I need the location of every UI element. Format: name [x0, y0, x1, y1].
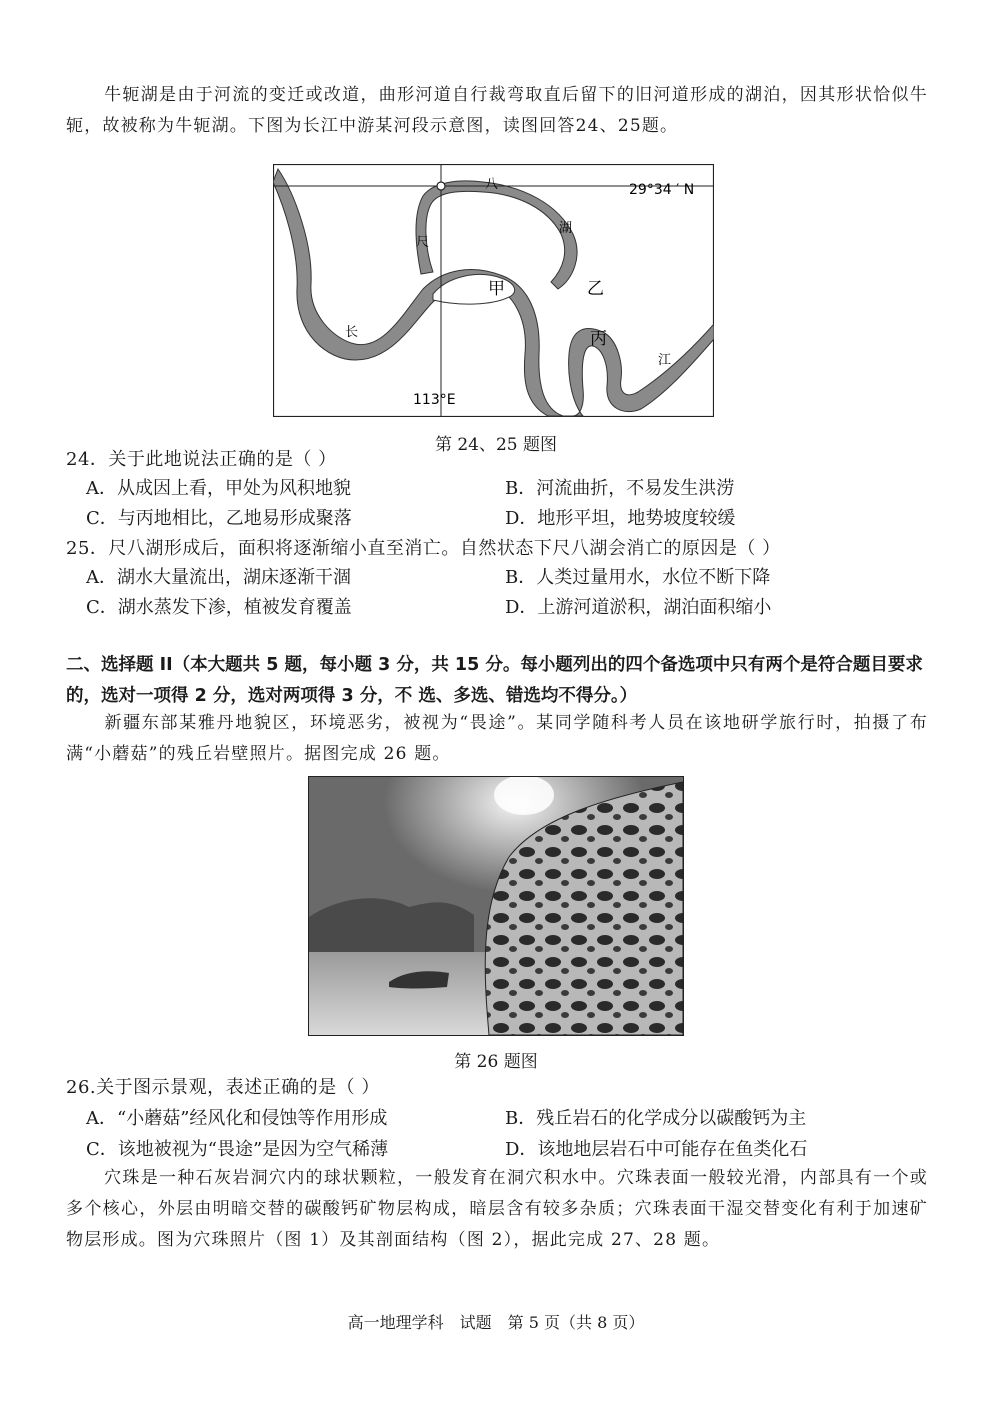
q26-option-b[interactable]: B．残丘岩石的化学成分以碳酸钙为主: [505, 1108, 807, 1129]
lake-char-chi: 尺: [416, 235, 430, 250]
yardang-photo: [308, 776, 684, 1036]
place-label-jia: 甲: [488, 279, 505, 299]
photo-caption: 第 26 题图: [454, 1052, 538, 1072]
q24-option-a[interactable]: A．从成因上看，甲处为风积地貌: [86, 478, 351, 499]
question-24-stem: 24．关于此地说法正确的是（ ）: [66, 449, 337, 470]
intro-paragraph-oxbow: 牛轭湖是由于河流的变迁或改道，曲形河道自行裁弯取直后留下的旧河道形成的湖泊，因其形状恰似牛轭，故被称为牛轭湖。下图为长江中游某河段示意图，读图回答24、25题。: [66, 85, 928, 136]
intro-paragraph-yardang: 新疆东部某雅丹地貌区，环境恶劣，被视为“畏途”。某同学随科考人员在该地研学旅行时，拍摄了布满“小蘑菇”的残丘岩壁照片。据图完成 26 题。: [66, 713, 928, 764]
question-25-stem: 25．尺八湖形成后，面积将逐渐缩小直至消亡。自然状态下尺八湖会消亡的原因是（ ）: [66, 538, 781, 559]
q26-option-c[interactable]: C．该地被视为“畏途”是因为空气稀薄: [86, 1139, 389, 1160]
lake-char-hu: 湖: [559, 221, 573, 236]
q26-option-a[interactable]: A．“小蘑菇”经风化和侵蚀等作用形成: [86, 1108, 388, 1129]
place-label-bing: 丙: [590, 329, 607, 349]
section-2-title: 二、选择题 II（本大题共 5 题，每小题 3 分，共 15 分。每小题列出的四个备选项中只有两个是符合题目要求的，选对一项得 2 分，选对两项得 3 分，不 选、多选、错选均不得分。）: [66, 655, 923, 706]
longitude-label: 113°E: [413, 392, 456, 408]
intro-paragraph-cave-pearl: 穴珠是一种石灰岩洞穴内的球状颗粒，一般发育在洞穴积水中。穴珠表面一般较光滑，内部具有一个或多个核心，外层由明暗交替的碳酸钙矿物层构成，暗层含有较多杂质；穴珠表面干湿交替变化有利于加速矿物层形成。图为穴珠照片（图 1）及其剖面结构（图 2），据此完成 27、28 题。: [66, 1168, 928, 1250]
place-label-yi: 乙: [587, 279, 604, 299]
river-char-jiang: 江: [658, 353, 672, 368]
latitude-label: 29°34 ′ N: [629, 182, 695, 198]
q26-option-d[interactable]: D．该地地层岩石中可能存在鱼类化石: [505, 1139, 808, 1160]
question-26-stem: 26.关于图示景观，表述正确的是（ ）: [66, 1077, 380, 1098]
q25-option-a[interactable]: A．湖水大量流出，湖床逐渐干涸: [86, 567, 351, 588]
page-footer: 高一地理学科 试题 第 5 页（共 8 页）: [347, 1313, 645, 1332]
yangtze-river-map: [273, 164, 714, 417]
lake-char-ba: 八: [485, 177, 499, 192]
map-caption: 第 24、25 题图: [434, 435, 558, 455]
q25-option-b[interactable]: B．人类过量用水，水位不断下降: [505, 567, 771, 588]
q24-option-b[interactable]: B．河流曲折，不易发生洪涝: [505, 478, 735, 499]
q25-option-d[interactable]: D．上游河道淤积，湖泊面积缩小: [505, 597, 772, 618]
q25-option-c[interactable]: C．湖水蒸发下渗，植被发育覆盖: [86, 597, 352, 618]
q24-option-d[interactable]: D．地形平坦，地势坡度较缓: [505, 508, 736, 529]
river-char-chang: 长: [345, 325, 359, 340]
q24-option-c[interactable]: C．与丙地相比，乙地易形成聚落: [86, 508, 352, 529]
